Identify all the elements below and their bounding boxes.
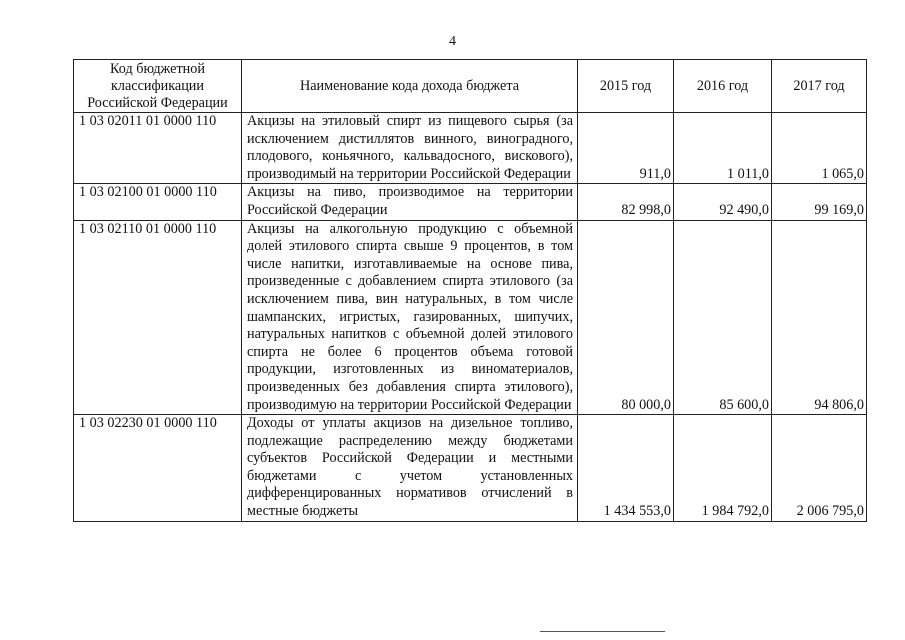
amount-2016-cell: 1 984 792,0 (674, 415, 772, 522)
budget-code-cell: 1 03 02110 01 0000 110 (74, 220, 242, 415)
table-header-row (74, 60, 867, 113)
table-row (74, 220, 867, 415)
revenue-name-cell: Акцизы на алкогольную продукцию с объемной долей этилового спирта свыше 9 процентов, в том числе напитки, изготавливаемые на основе пива, произведенные с добавлением спирта этилового (за исключением пива, вин натуральных, в том числе шампанских, игристых, газированных, шипучих, натуральных напитков с объемной долей этилового спирта не более 6 процентов объема готовой продукции, изготовленных из виноматериалов, произведенных без добавления спирта этилового), производимую на территории Российской Федерации (242, 220, 578, 415)
table-row (74, 184, 867, 220)
budget-code-cell: 1 03 02100 01 0000 110 (74, 184, 242, 220)
page-number: 4 (449, 34, 456, 49)
amount-2016-cell: 85 600,0 (674, 220, 772, 415)
header-year-2017: 2017 год (772, 60, 867, 113)
amount-2016-cell: 92 490,0 (674, 184, 772, 220)
header-year-2016: 2016 год (674, 60, 772, 113)
revenue-name-cell: Доходы от уплаты акцизов на дизельное топливо, подлежащие распределению между бюджетами субъектов Российской Федерации и местными бюджетами с учетом установленных дифференцированных нормативов отчислений в местные бюджеты (242, 415, 578, 522)
header-year-2015: 2015 год (578, 60, 674, 113)
amount-2016-cell: 1 011,0 (674, 113, 772, 184)
header-revenue-name: Наименование кода дохода бюджета (242, 60, 578, 113)
amount-2015-cell: 80 000,0 (578, 220, 674, 415)
footer-divider (540, 631, 665, 632)
budget-code-cell: 1 03 02011 01 0000 110 (74, 113, 242, 184)
header-budget-code: Код бюджетной классификации Российской Федерации (74, 60, 242, 113)
amount-2015-cell: 911,0 (578, 113, 674, 184)
amount-2017-cell: 2 006 795,0 (772, 415, 867, 522)
amount-2015-cell: 1 434 553,0 (578, 415, 674, 522)
revenue-name-cell: Акцизы на этиловый спирт из пищевого сырья (за исключением дистиллятов винного, виноградного, плодового, коньячного, кальвадосного, вискового), производимый на территории Российской Федерации (242, 113, 578, 184)
budget-code-cell: 1 03 02230 01 0000 110 (74, 415, 242, 522)
table-row (74, 415, 867, 522)
revenue-name-cell: Акцизы на пиво, производимое на территории Российской Федерации (242, 184, 578, 220)
amount-2015-cell: 82 998,0 (578, 184, 674, 220)
amount-2017-cell: 99 169,0 (772, 184, 867, 220)
budget-revenue-table (73, 59, 867, 522)
amount-2017-cell: 1 065,0 (772, 113, 867, 184)
table-row (74, 113, 867, 184)
amount-2017-cell: 94 806,0 (772, 220, 867, 415)
